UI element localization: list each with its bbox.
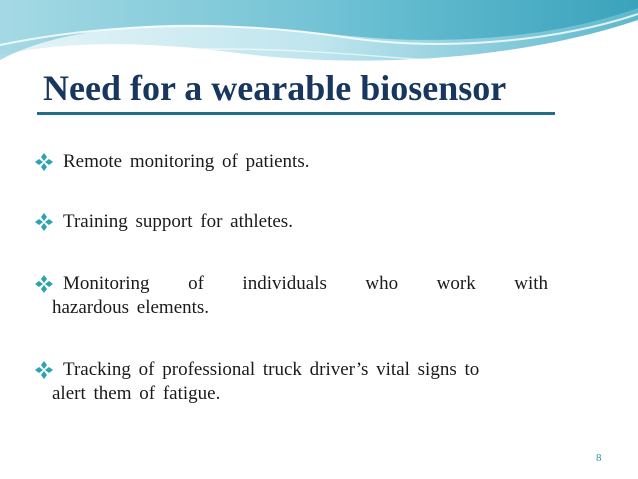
four-diamond-bullet-icon: [34, 212, 54, 232]
bullet-word: individuals: [242, 273, 327, 294]
bullet-continuation: hazardous elements.: [52, 297, 210, 318]
four-diamond-bullet-icon: [34, 360, 54, 380]
page-number: 8: [596, 452, 602, 464]
bullet-item: [34, 210, 548, 234]
four-diamond-bullet-icon: [34, 274, 54, 294]
bullet-word: who: [365, 273, 399, 294]
slide-title: Need for a wearable biosensor: [43, 68, 507, 108]
bullet-text: Training support for athletes.: [63, 211, 293, 232]
bullet-continuation: alert them of fatigue.: [52, 383, 221, 404]
bullet-item: [34, 272, 548, 320]
bullet-text: Tracking of professional truck driver’s vital signs to: [63, 359, 480, 380]
bullet-word: work: [436, 273, 476, 294]
bullet-text: Remote monitoring of patients.: [63, 151, 310, 172]
bullet-item: [34, 358, 548, 406]
four-diamond-bullet-icon: [34, 152, 54, 172]
bullet-word: Monitoring: [63, 273, 150, 294]
title-underline: [37, 112, 555, 115]
bullet-item: [34, 150, 548, 174]
bullet-word: with: [514, 273, 548, 294]
bullet-word: of: [188, 273, 204, 294]
